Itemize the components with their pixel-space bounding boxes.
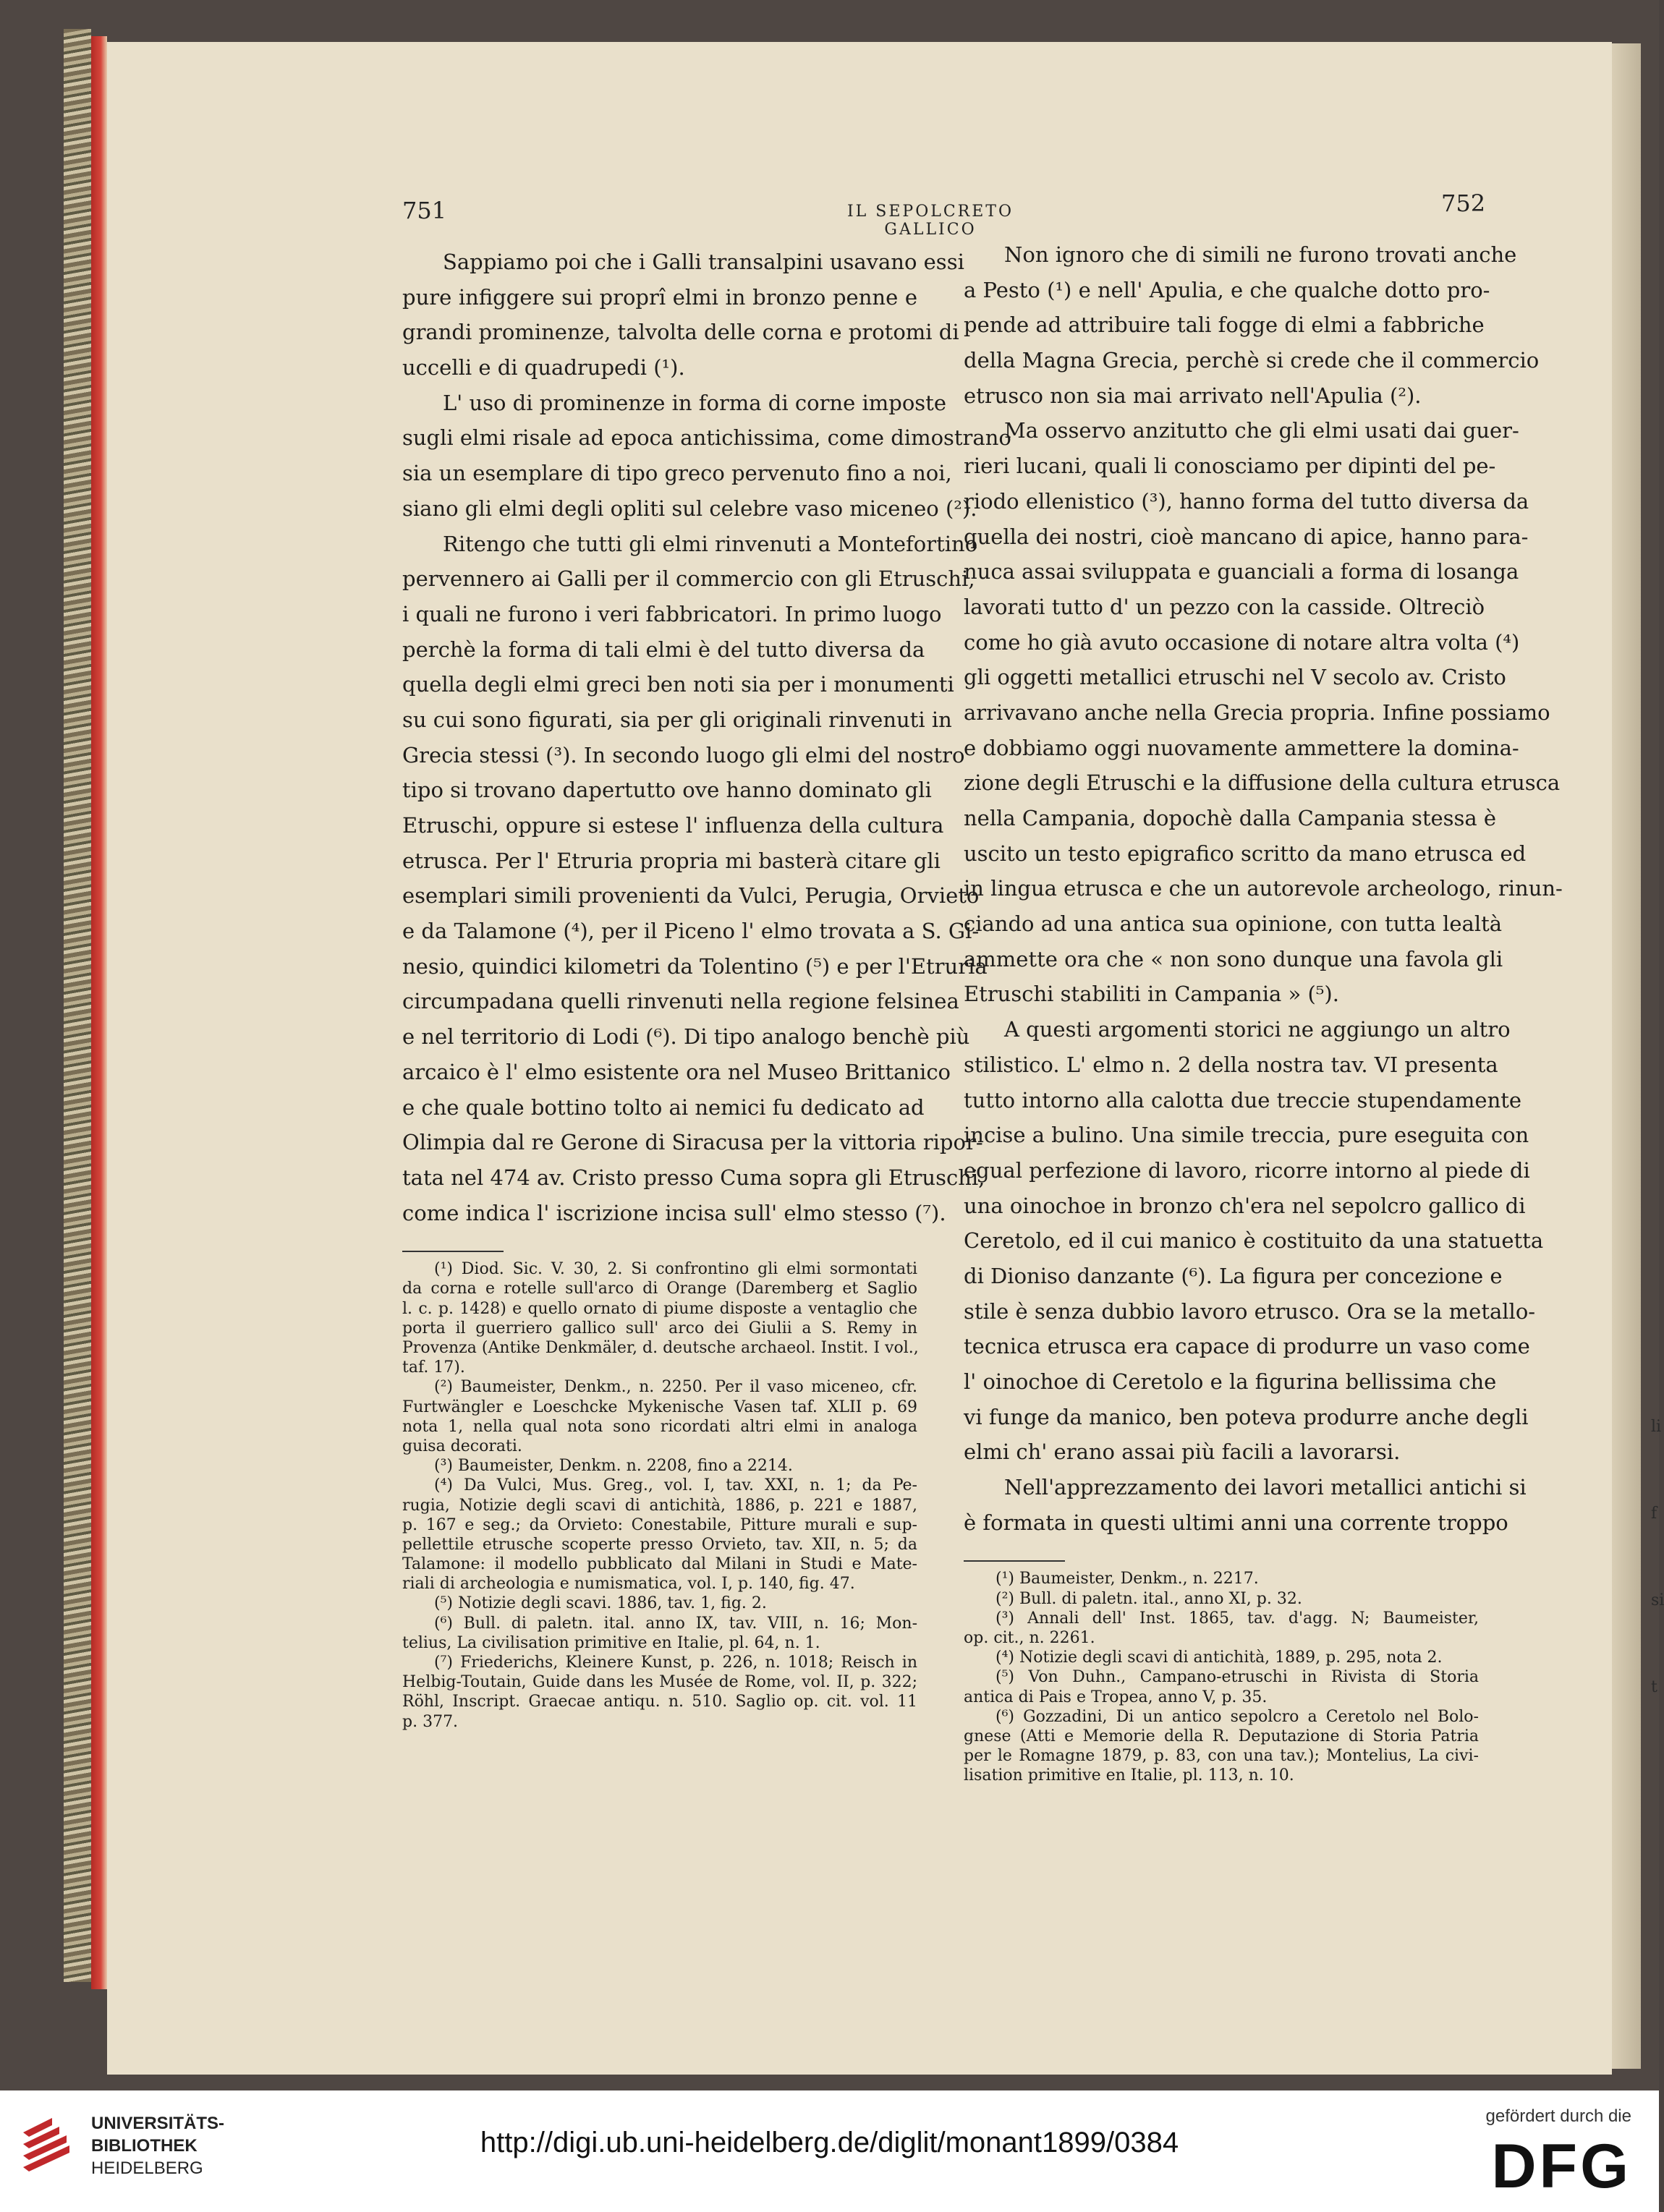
text-line: egual perfezione di lavoro, ricorre intorno al piede di [964, 1157, 1530, 1183]
text-line: Etruschi, oppure si estese l' influenza della cultura [402, 813, 944, 838]
footnote-rule [964, 1560, 1065, 1562]
edge-glyph: t [1651, 1678, 1657, 1696]
text-line: stile è senza dubbio lavoro etrusco. Ora se la metallo- [964, 1298, 1536, 1324]
logo-line: HEIDELBERG [91, 2158, 203, 2178]
text-line: ammette ora che « non sono dunque una favola gli [964, 946, 1503, 971]
page-number-left: 751 [402, 197, 447, 224]
text-line: tecnica etrusca era capace di produrre un vaso come [964, 1334, 1530, 1359]
footnote-line: (¹) Baumeister, Denkm., n. 2217. [996, 1570, 1259, 1588]
text-line: siano gli elmi degli opliti sul celebre vaso miceneo (²). [402, 495, 977, 521]
text-line: Nell'apprezzamento dei lavori metallici antichi si [1004, 1475, 1527, 1500]
logo-line: UNIVERSITÄTS- [91, 2114, 225, 2133]
text-line: tutto intorno alla calotta due treccie stupendamente [964, 1087, 1522, 1113]
right-footnotes [964, 1569, 1479, 1785]
footnote-line: per le Romagne 1879, p. 83, con una tav.); Montelius, La civi- [964, 1747, 1479, 1766]
edge-glyph: li [1651, 1418, 1662, 1436]
text-line: i quali ne furono i veri fabbricatori. In primo luogo [402, 601, 942, 626]
footnote-line: (³) Annali dell' Inst. 1865, tav. d'agg. N; Baumeister, [996, 1609, 1479, 1628]
footnote-line: Helbig-Toutain, Guide dans les Musée de Rome, vol. II, p. 322; [402, 1673, 917, 1692]
footnote-line: p. 167 e seg.; da Orvieto: Conestabile, Pitture murali e sup- [402, 1515, 917, 1534]
footnote-line: antica di Pais e Tropea, anno V, p. 35. [964, 1688, 1268, 1706]
text-line: uscito un testo epigrafico scritto da mano etrusca ed [964, 841, 1527, 866]
footnote-line: l. c. p. 1428) e quello ornato di piume disposte a ventaglio che [402, 1299, 917, 1318]
text-line: quella degli elmi greci ben noti sia per i monumenti [402, 672, 954, 697]
footnote-line: (⁷) Friederichs, Kleinere Kunst, p. 226, n. 1018; Reisch in [434, 1654, 917, 1672]
text-line: esemplari simili provenienti da Vulci, Perugia, Orvieto [402, 883, 980, 909]
red-page-edge [91, 36, 107, 1989]
left-footnotes [402, 1259, 917, 1732]
text-line: gli oggetti metallici etruschi nel V secolo av. Cristo [964, 665, 1506, 690]
text-line: tata nel 474 av. Cristo presso Cuma sopra gli Etruschi, [402, 1165, 985, 1190]
text-line: arcaico è l' elmo esistente ora nel Museo Brittanico [402, 1059, 951, 1084]
text-line: e nel territorio di Lodi (⁶). Di tipo analogo benchè più [402, 1024, 970, 1050]
page-number-right: 752 [1441, 190, 1486, 217]
footnote-line: (⁵) Von Duhn., Campano-etruschi in Rivista di Storia [996, 1668, 1479, 1687]
footnote-line: rugia, Notizie degli scavi di antichità, 1886, p. 221 e 1887, [402, 1496, 917, 1515]
text-line: Grecia stessi (³). In secondo luogo gli elmi del nostro [402, 742, 965, 767]
footnote-line: porta il guerriero gallico sull' arco dei Giulii a S. Remy in [402, 1319, 917, 1337]
text-line: l' oinochoe di Ceretolo e la figurina bellissima che [964, 1369, 1497, 1394]
text-line: incise a bulino. Una simile treccia, pure eseguita con [964, 1123, 1529, 1148]
footnote-line: (⁴) Da Vulci, Mus. Greg., vol. I, tav. XXI, n. 1; da Pe- [434, 1476, 917, 1495]
footnote-line: (⁴) Notizie degli scavi di antichità, 1889, p. 295, nota 2. [996, 1649, 1443, 1667]
text-line: vi funge da manico, ben poteva produrre anche degli [964, 1404, 1529, 1429]
footnote-line: (⁶) Bull. di paletn. ital. anno IX, tav. VIII, n. 16; Mon- [434, 1614, 917, 1633]
text-line: in lingua etrusca e che un autorevole archeologo, rinun- [964, 876, 1563, 901]
footnote-line: lisation primitive en Italie, pl. 113, n. 10. [964, 1766, 1294, 1785]
text-line: ciando ad una antica sua opinione, con tutta lealtà [964, 911, 1503, 937]
text-line: nesio, quindici kilometri da Tolentino (⁵) e per l'Etruria [402, 953, 988, 979]
footnote-line: riali di archeologia e numismatica, vol. I, p. 140, fig. 47. [402, 1575, 855, 1594]
text-line: una oinochoe in bronzo ch'era nel sepolcro gallico di [964, 1193, 1526, 1218]
text-line: etrusca. Per l' Etruria propria mi basterà citare gli [402, 848, 941, 873]
text-line: tipo si trovano dapertutto ove hanno dominato gli [402, 778, 932, 803]
edge-glyph: si [1651, 1591, 1664, 1609]
text-line: zione degli Etruschi e la diffusione della cultura etrusca [964, 770, 1561, 796]
text-line: e che quale bottino tolto ai nemici fu dedicato ad [402, 1094, 925, 1120]
text-line: quella dei nostri, cioè mancano di apice, hanno para- [964, 524, 1529, 549]
text-line: a Pesto (¹) e nell' Apulia, e che qualche dotto pro- [964, 277, 1490, 302]
text-line: grandi prominenze, talvolta delle corna e protomi di [402, 320, 959, 345]
footnote-line: (¹) Diod. Sic. V. 30, 2. Si confrontino gli elmi sormontati [434, 1260, 917, 1279]
footnote-line: guisa decorati. [402, 1437, 522, 1455]
text-line: Sappiamo poi che i Galli transalpini usavano essi [443, 250, 964, 274]
text-line: Ritengo che tutti gli elmi rinvenuti a Montefortino [443, 531, 978, 556]
text-line: nella Campania, dopochè dalla Campania stessa è [964, 806, 1497, 830]
text-line: stilistico. L' elmo n. 2 della nostra tav. VI presenta [964, 1052, 1498, 1077]
text-line: lavorati tutto d' un pezzo con la casside. Oltreciò [964, 594, 1485, 619]
footnote-line: telius, La civilisation primitive en Italie, pl. 64, n. 1. [402, 1633, 820, 1652]
left-column [402, 244, 1011, 1732]
footer-bar [0, 2090, 1659, 2212]
footnote-line: Röhl, Inscript. Graecae antiqu. n. 510. Saglio op. cit. vol. 11 [402, 1693, 917, 1711]
text-line: pende ad attribuire tali fogge di elmi a fabbriche [964, 312, 1485, 338]
running-title: IL SEPOLCRETO GALLICO [846, 203, 1014, 239]
footnote-line: (³) Baumeister, Denkm. n. 2208, fino a 2214. [434, 1457, 793, 1476]
text-line: pervennero ai Galli per il commercio con gli Etruschi, [402, 566, 975, 592]
text-line: nuca assai sviluppata e guanciali a forma di losanga [964, 559, 1519, 584]
footnote-line: gnese (Atti e Memorie della R. Deputazione di Storia Patria [964, 1727, 1479, 1745]
footnote-line: (²) Baumeister, Denkm., n. 2250. Per il vaso miceneo, cfr. [434, 1378, 917, 1397]
footnote-rule [402, 1251, 504, 1252]
text-line: A questi argomenti storici ne aggiungo un altro [1004, 1017, 1511, 1042]
text-line: di Dioniso danzante (⁶). La figura per concezione e [964, 1263, 1503, 1288]
edge-glyph: f [1651, 1505, 1657, 1523]
footnote-line: Talamone: il modello pubblicato dal Milani in Studi e Mate- [402, 1555, 917, 1574]
text-line: su cui sono figurati, sia per gli originali rinvenuti in [402, 707, 952, 732]
text-line: come indica l' iscrizione incisa sull' elmo stesso (⁷). [402, 1200, 946, 1225]
text-line: perchè la forma di tali elmi è del tutto diversa da [402, 637, 925, 662]
text-line: elmi ch' erano assai più facili a lavorarsi. [964, 1439, 1401, 1465]
text-line: circumpadana quelli rinvenuti nella regione felsinea [402, 989, 959, 1014]
footnote-line: p. 377. [402, 1712, 459, 1731]
text-line: e dobbiamo oggi nuovamente ammettere la domina- [964, 735, 1519, 760]
footnote-line: nota 1, nella qual nota sono ricordati altri elmi in analoga [402, 1417, 917, 1436]
funded-by-label: gefördert durch die [1485, 2106, 1631, 2126]
permalink-url[interactable]: http://digi.ub.uni-heidelberg.de/diglit/monant1899/0384 [480, 2127, 1179, 2158]
right-body-text [964, 237, 1563, 1540]
text-line: etrusco non sia mai arrivato nell'Apulia (²). [964, 383, 1422, 408]
footnote-line: pellettile etrusche scoperte presso Orvieto, tav. XII, n. 5; da [402, 1535, 917, 1554]
text-line: Ma osservo anzitutto che gli elmi usati dai guer- [1004, 418, 1519, 443]
dfg-logo: DFG [1491, 2132, 1631, 2201]
text-line: è formata in questi ultimi anni una corrente troppo [964, 1510, 1508, 1535]
footnote-line: (²) Bull. di paletn. ital., anno XI, p. 32. [996, 1589, 1302, 1608]
text-line: Non ignoro che di simili ne furono trovati anche [1004, 242, 1517, 267]
marbled-book-edge [64, 29, 91, 1982]
text-line: pure infiggere sui proprî elmi in bronzo penne e [402, 284, 917, 310]
text-line: Etruschi stabiliti in Campania » (⁵). [964, 982, 1339, 1007]
text-line: uccelli e di quadrupedi (¹). [402, 355, 685, 380]
logo-line: BIBLIOTHEK [91, 2136, 198, 2156]
text-line: Olimpia dal re Gerone di Siracusa per la vittoria ripor- [402, 1130, 983, 1155]
text-line: della Magna Grecia, perchè si crede che il commercio [964, 348, 1540, 373]
text-line: arrivavano anche nella Grecia propria. Infine possiamo [964, 699, 1550, 725]
right-column [964, 237, 1563, 1786]
text-line: L' uso di prominenze in forma di corne imposte [443, 390, 946, 415]
footnote-line: Provenza (Antike Denkmäler, d. deutsche archaeol. Instit. I vol., [402, 1339, 919, 1357]
text-line: come ho già avuto occasione di notare altra volta (⁴) [964, 629, 1520, 655]
text-line: Ceretolo, ed il cui manico è costituito da una statuetta [964, 1228, 1544, 1254]
footnote-line: (⁶) Gozzadini, Di un antico sepolcro a Ceretolo nel Bolo- [996, 1707, 1479, 1726]
footnote-line: Furtwängler e Loeschcke Mykenische Vasen taf. XLII p. 69 [402, 1398, 917, 1416]
left-body-text [402, 244, 1011, 1230]
footnote-line: taf. 17). [402, 1358, 465, 1377]
text-line: riodo ellenistico (³), hanno forma del tutto diversa da [964, 488, 1529, 514]
text-line: rieri lucani, quali li conosciamo per dipinti del pe- [964, 454, 1496, 479]
text-line: sugli elmi risale ad epoca antichissima, come dimostrano [402, 425, 1011, 451]
footnote-line: op. cit., n. 2261. [964, 1629, 1095, 1647]
footnote-line: (⁵) Notizie degli scavi. 1886, tav. 1, fig. 2. [434, 1594, 767, 1613]
footnote-line: da corna e rotelle sull'arco di Orange (Daremberg et Saglio [402, 1280, 917, 1298]
text-line: sia un esemplare di tipo greco pervenuto fino a noi, [402, 461, 952, 486]
text-line: e da Talamone (⁴), per il Piceno l' elmo trovata a S. Gi- [402, 919, 980, 944]
next-page-edge [1612, 43, 1641, 2069]
